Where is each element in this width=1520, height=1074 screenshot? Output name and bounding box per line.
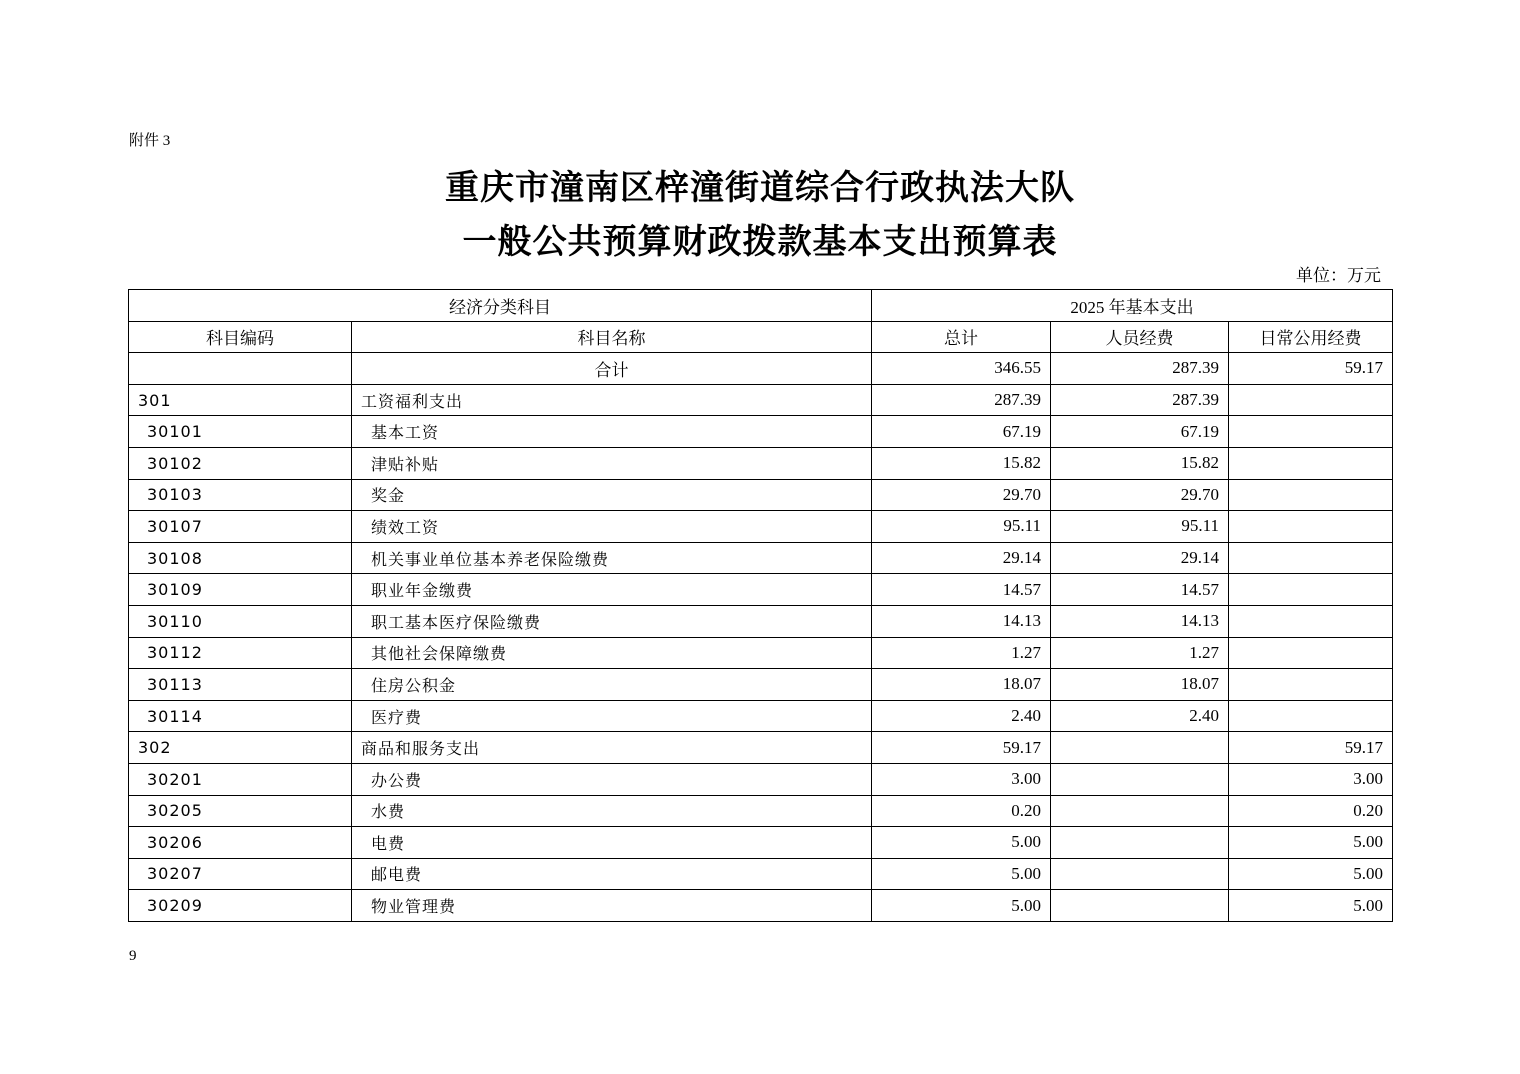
row-public — [1229, 574, 1393, 606]
summary-personnel: 287.39 — [1051, 353, 1229, 385]
row-code: 30108 — [129, 542, 352, 574]
year-basic-expenditure-header: 2025 年基本支出 — [872, 290, 1393, 322]
row-code: 30112 — [129, 637, 352, 669]
row-personnel — [1051, 827, 1229, 859]
table-row — [129, 763, 1393, 795]
col-header-personnel: 人员经费 — [1051, 321, 1229, 353]
row-public: 59.17 — [1229, 732, 1393, 764]
row-total: 14.57 — [872, 574, 1051, 606]
row-name: 医疗费 — [352, 700, 872, 732]
row-total: 29.70 — [872, 479, 1051, 511]
row-code: 30207 — [129, 858, 352, 890]
row-code: 30114 — [129, 700, 352, 732]
row-code: 30109 — [129, 574, 352, 606]
row-public — [1229, 384, 1393, 416]
row-personnel — [1051, 858, 1229, 890]
table-row — [129, 827, 1393, 859]
row-public — [1229, 637, 1393, 669]
row-personnel: 18.07 — [1051, 669, 1229, 701]
summary-code-cell — [129, 353, 352, 385]
row-personnel: 29.14 — [1051, 542, 1229, 574]
row-personnel: 29.70 — [1051, 479, 1229, 511]
page-number: 9 — [129, 948, 137, 964]
summary-total: 346.55 — [872, 353, 1051, 385]
summary-row — [129, 353, 1393, 385]
row-personnel: 67.19 — [1051, 416, 1229, 448]
table-row — [129, 479, 1393, 511]
row-public: 3.00 — [1229, 763, 1393, 795]
table-row — [129, 605, 1393, 637]
row-name: 邮电费 — [352, 858, 872, 890]
row-code: 30107 — [129, 511, 352, 543]
row-public: 5.00 — [1229, 858, 1393, 890]
row-name: 机关事业单位基本养老保险缴费 — [352, 542, 872, 574]
column-header-row — [129, 321, 1393, 353]
row-total: 5.00 — [872, 890, 1051, 922]
row-code: 30206 — [129, 827, 352, 859]
table-row — [129, 384, 1393, 416]
group-header-row — [129, 290, 1393, 322]
table-row — [129, 700, 1393, 732]
row-public — [1229, 511, 1393, 543]
row-total: 14.13 — [872, 605, 1051, 637]
row-name: 绩效工资 — [352, 511, 872, 543]
col-header-code: 科目编码 — [129, 321, 352, 353]
row-public — [1229, 700, 1393, 732]
row-public — [1229, 479, 1393, 511]
row-name: 电费 — [352, 827, 872, 859]
row-personnel: 15.82 — [1051, 447, 1229, 479]
row-total: 5.00 — [872, 827, 1051, 859]
row-total: 287.39 — [872, 384, 1051, 416]
table-row — [129, 890, 1393, 922]
row-total: 29.14 — [872, 542, 1051, 574]
col-header-total: 总计 — [872, 321, 1051, 353]
row-public — [1229, 416, 1393, 448]
row-code: 30201 — [129, 763, 352, 795]
row-public — [1229, 669, 1393, 701]
table-row — [129, 416, 1393, 448]
row-personnel: 287.39 — [1051, 384, 1229, 416]
row-public — [1229, 605, 1393, 637]
row-total: 0.20 — [872, 795, 1051, 827]
row-personnel: 2.40 — [1051, 700, 1229, 732]
row-name: 物业管理费 — [352, 890, 872, 922]
row-total: 2.40 — [872, 700, 1051, 732]
table-row — [129, 732, 1393, 764]
table-body — [129, 353, 1393, 922]
table-row — [129, 511, 1393, 543]
row-personnel: 14.57 — [1051, 574, 1229, 606]
row-total: 67.19 — [872, 416, 1051, 448]
row-name: 水费 — [352, 795, 872, 827]
row-total: 15.82 — [872, 447, 1051, 479]
row-total: 59.17 — [872, 732, 1051, 764]
row-total: 3.00 — [872, 763, 1051, 795]
row-personnel: 14.13 — [1051, 605, 1229, 637]
document-title-line2: 一般公共预算财政拨款基本支出预算表 — [462, 224, 1058, 261]
row-name: 职工基本医疗保险缴费 — [352, 605, 872, 637]
row-code: 30103 — [129, 479, 352, 511]
row-code: 30113 — [129, 669, 352, 701]
unit-label: 单位：万元 — [1296, 266, 1381, 285]
row-code: 30101 — [129, 416, 352, 448]
row-public: 0.20 — [1229, 795, 1393, 827]
attachment-label: 附件 3 — [129, 133, 171, 149]
row-personnel — [1051, 890, 1229, 922]
row-public — [1229, 447, 1393, 479]
row-code: 30102 — [129, 447, 352, 479]
budget-table — [128, 289, 1393, 922]
document-title-line1: 重庆市潼南区梓潼街道综合行政执法大队 — [445, 170, 1075, 207]
row-name: 基本工资 — [352, 416, 872, 448]
row-name: 工资福利支出 — [352, 384, 872, 416]
row-personnel — [1051, 732, 1229, 764]
row-personnel: 95.11 — [1051, 511, 1229, 543]
row-personnel — [1051, 795, 1229, 827]
row-total: 5.00 — [872, 858, 1051, 890]
row-total: 1.27 — [872, 637, 1051, 669]
col-header-name: 科目名称 — [352, 321, 872, 353]
row-code: 301 — [129, 384, 352, 416]
row-code: 302 — [129, 732, 352, 764]
row-name: 住房公积金 — [352, 669, 872, 701]
row-name: 津贴补贴 — [352, 447, 872, 479]
row-public — [1229, 542, 1393, 574]
row-code: 30205 — [129, 795, 352, 827]
row-name: 职业年金缴费 — [352, 574, 872, 606]
row-name: 奖金 — [352, 479, 872, 511]
row-public: 5.00 — [1229, 827, 1393, 859]
table-row — [129, 447, 1393, 479]
row-total: 18.07 — [872, 669, 1051, 701]
table-row — [129, 574, 1393, 606]
table-row — [129, 637, 1393, 669]
row-total: 95.11 — [872, 511, 1051, 543]
row-name: 商品和服务支出 — [352, 732, 872, 764]
col-header-public: 日常公用经费 — [1229, 321, 1393, 353]
row-public: 5.00 — [1229, 890, 1393, 922]
row-name: 其他社会保障缴费 — [352, 637, 872, 669]
summary-label: 合计 — [352, 353, 872, 385]
row-code: 30110 — [129, 605, 352, 637]
row-personnel: 1.27 — [1051, 637, 1229, 669]
row-personnel — [1051, 763, 1229, 795]
table-row — [129, 542, 1393, 574]
economic-classification-header: 经济分类科目 — [129, 290, 872, 322]
table-row — [129, 795, 1393, 827]
summary-public: 59.17 — [1229, 353, 1393, 385]
table-row — [129, 669, 1393, 701]
table-row — [129, 858, 1393, 890]
row-name: 办公费 — [352, 763, 872, 795]
row-code: 30209 — [129, 890, 352, 922]
